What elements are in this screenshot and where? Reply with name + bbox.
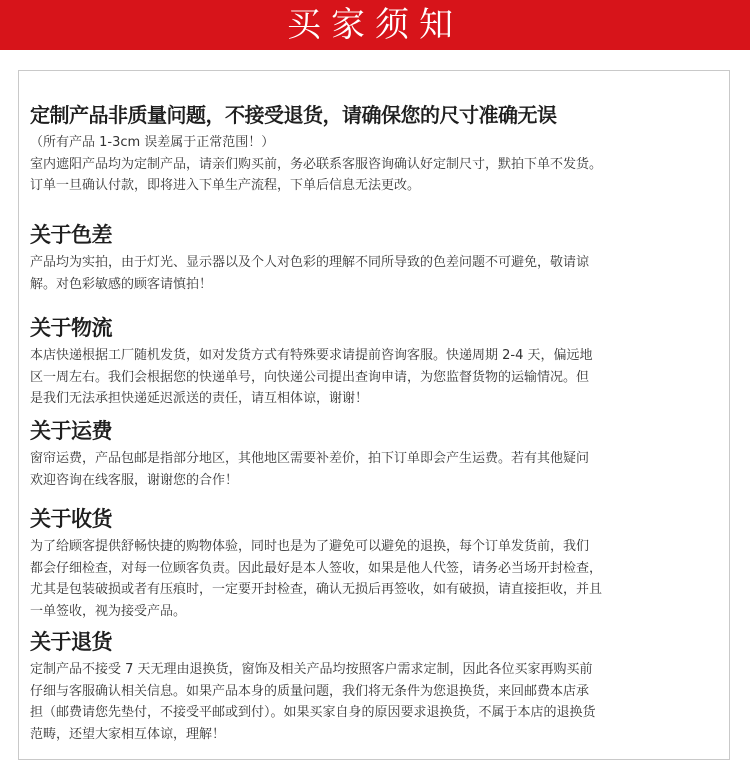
body-line: 为了给顾客提供舒畅快捷的购物体验，同时也是为了避免可以避免的退换，每个订单发货前，我们 bbox=[30, 539, 590, 554]
section-custom-products bbox=[30, 101, 720, 197]
body-line: （所有产品 1-3cm 误差属于正常范围！） bbox=[30, 135, 275, 150]
section-body bbox=[30, 448, 720, 491]
section-body bbox=[30, 132, 720, 197]
body-line: 解。对色彩敏感的顾客请慎拍！ bbox=[30, 276, 213, 292]
body-line: 窗帘运费，产品包邮是指部分地区，其他地区需要补差价，拍下订单即会产生运费。若有其他疑问 bbox=[30, 451, 590, 466]
section-body bbox=[30, 252, 720, 295]
section-returns bbox=[30, 628, 720, 745]
section-color-difference bbox=[30, 221, 720, 295]
body-line: 产品均为实拍，由于灯光、显示器以及个人对色彩的理解不同所导致的色差问题不可避免，敬请谅 bbox=[30, 255, 590, 270]
section-heading: 关于物流 bbox=[30, 315, 112, 340]
section-heading: 关于退货 bbox=[30, 629, 112, 654]
body-line: 是我们无法承担快递延迟派送的责任，请互相体谅，谢谢！ bbox=[30, 391, 369, 406]
notice-panel bbox=[18, 70, 730, 760]
section-logistics bbox=[30, 314, 720, 410]
section-body bbox=[30, 659, 720, 745]
body-line: 范畴，还望大家相互体谅，理解！ bbox=[30, 726, 226, 742]
body-line: 区一周左右。我们会根据您的快递单号，向快递公司提出查询申请，为您监督货物的运输情况。但 bbox=[30, 369, 590, 385]
section-shipping-fee bbox=[30, 417, 720, 491]
body-line: 一单签收，视为接受产品。 bbox=[30, 603, 187, 619]
body-line: 本店快递根据工厂随机发货，如对发货方式有特殊要求请提前咨询客服。快递周期 2-4 天，偏远地 bbox=[30, 348, 593, 363]
section-body bbox=[30, 345, 720, 410]
section-heading: 定制产品非质量问题，不接受退货，请确保您的尺寸准确无误 bbox=[30, 103, 557, 127]
section-heading: 关于运费 bbox=[30, 418, 112, 443]
body-line: 担（邮费请您先垫付，不接受平邮或到付）。如果买家自身的原因要求退换货，不属于本店的退换货 bbox=[30, 705, 596, 720]
body-line: 都会仔细检查，对每一位顾客负责。因此最好是本人签收，如果是他人代签，请务必当场开封检查， bbox=[30, 560, 603, 576]
body-line: 室内遮阳产品均为定制产品，请亲们购买前，务必联系客服咨询确认好定制尺寸，默拍下单不发货。 bbox=[30, 156, 603, 172]
body-line: 订单一旦确认付款，即将进入下单生产流程，下单后信息无法更改。 bbox=[30, 178, 421, 193]
body-line: 仔细与客服确认相关信息。如果产品本身的质量问题，我们将无条件为您退换货，来回邮费本店承 bbox=[30, 683, 590, 699]
banner-title: 买家须知 bbox=[287, 5, 463, 45]
section-heading: 关于色差 bbox=[30, 222, 112, 247]
body-line: 欢迎咨询在线客服，谢谢您的合作！ bbox=[30, 472, 239, 488]
section-receiving bbox=[30, 505, 720, 622]
body-line: 尤其是包装破损或者有压痕时，一定要开封检查，确认无损后再签收，如有破损，请直接拒收，并且 bbox=[30, 582, 603, 597]
header-banner bbox=[0, 0, 750, 50]
section-heading: 关于收货 bbox=[30, 506, 112, 531]
section-body bbox=[30, 536, 720, 622]
body-line: 定制产品不接受 7 天无理由退换货，窗饰及相关产品均按照客户需求定制，因此各位买家再购买前 bbox=[30, 662, 593, 677]
